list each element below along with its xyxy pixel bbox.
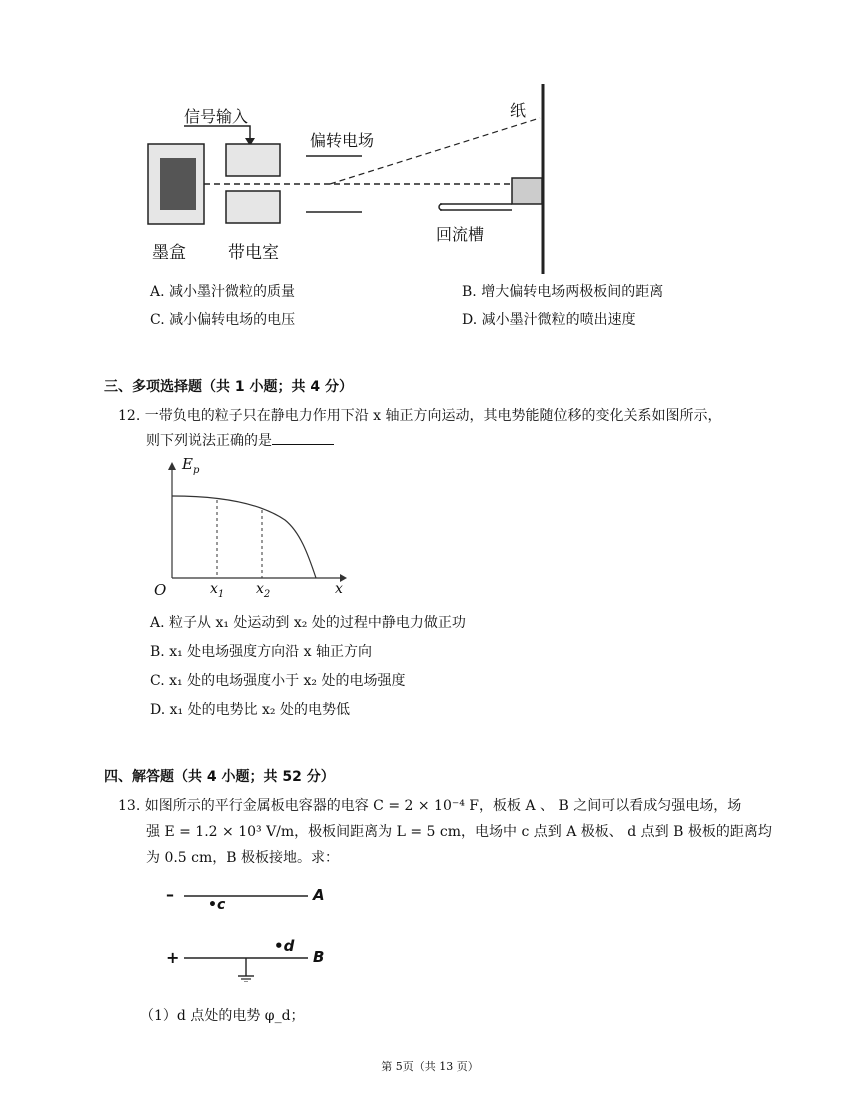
q11-option-b: B. 增大偏转电场两极板间的距离 bbox=[462, 284, 664, 300]
q12-option-c: C. x₁ 处的电场强度小于 x₂ 处的电场强度 bbox=[150, 673, 406, 689]
q12-stem-line1: 12. 一带负电的粒子只在静电力作用下沿 x 轴正方向运动，其电势能随位移的变化关系如图所示， bbox=[118, 408, 722, 424]
plate-b-label: B bbox=[313, 948, 325, 966]
x1-tick-label: $x_1$ bbox=[210, 581, 225, 600]
x-axis-label: x bbox=[335, 581, 343, 597]
charge-room-label: 带电室 bbox=[228, 243, 279, 263]
y-axis-label: $E_p$ bbox=[182, 455, 200, 476]
q13-stem-line2: 强 E = 1.2 × 10³ V/m，极板间距离为 L = 5 cm，电场中 c 点到 A 极板、 d 点到 B 极板的距离均 bbox=[146, 824, 772, 840]
answer-blank bbox=[272, 430, 334, 445]
point-c-label: •c bbox=[208, 897, 226, 913]
x2-tick-label: $x_2$ bbox=[256, 581, 271, 600]
q12-option-a: A. 粒子从 x₁ 处运动到 x₂ 处的过程中静电力做正功 bbox=[150, 615, 466, 631]
q12-option-d: D. x₁ 处的电势比 x₂ 处的电势低 bbox=[150, 702, 350, 718]
section-3-title: 三、多项选择题（共 1 小题；共 4 分） bbox=[104, 379, 353, 395]
paper-label: 纸 bbox=[510, 101, 527, 120]
minus-sign: – bbox=[166, 885, 174, 904]
page-footer: 第 5页（共 13 页） bbox=[381, 1060, 479, 1073]
q11-option-d: D. 减小墨汁微粒的喷出速度 bbox=[462, 312, 636, 328]
ink-box-label: 墨盒 bbox=[152, 243, 186, 263]
deflection-field-label: 偏转电场 bbox=[310, 131, 375, 150]
section-4-title: 四、解答题（共 4 小题；共 52 分） bbox=[104, 769, 335, 785]
plus-sign: + bbox=[166, 948, 180, 967]
q12-option-b: B. x₁ 处电场强度方向沿 x 轴正方向 bbox=[150, 644, 372, 660]
return-trough-label: 回流槽 bbox=[436, 225, 485, 244]
q13-stem-line3: 为 0.5 cm，B 极板接地。求： bbox=[146, 850, 340, 866]
signal-input-label: 信号输入 bbox=[184, 107, 249, 126]
q13-stem-line1: 13. 如图所示的平行金属板电容器的电容 C = 2 × 10⁻⁴ F，板板 A 、 B 之间可以看成匀强电场，场 bbox=[118, 798, 742, 814]
plate-a-label: A bbox=[313, 886, 325, 904]
q12-stem-line2 bbox=[146, 430, 334, 451]
q11-option-c: C. 减小偏转电场的电压 bbox=[150, 312, 296, 328]
origin-label: O bbox=[154, 581, 167, 599]
q13-sub-question-1: （1）d 点处的电势 φ_d； bbox=[140, 1008, 305, 1024]
q12-stem-text: 则下列说法正确的是 bbox=[146, 433, 272, 449]
q11-option-a: A. 减小墨汁微粒的质量 bbox=[150, 284, 296, 300]
potential-energy-graph bbox=[150, 458, 350, 608]
point-d-label: •d bbox=[274, 937, 295, 955]
